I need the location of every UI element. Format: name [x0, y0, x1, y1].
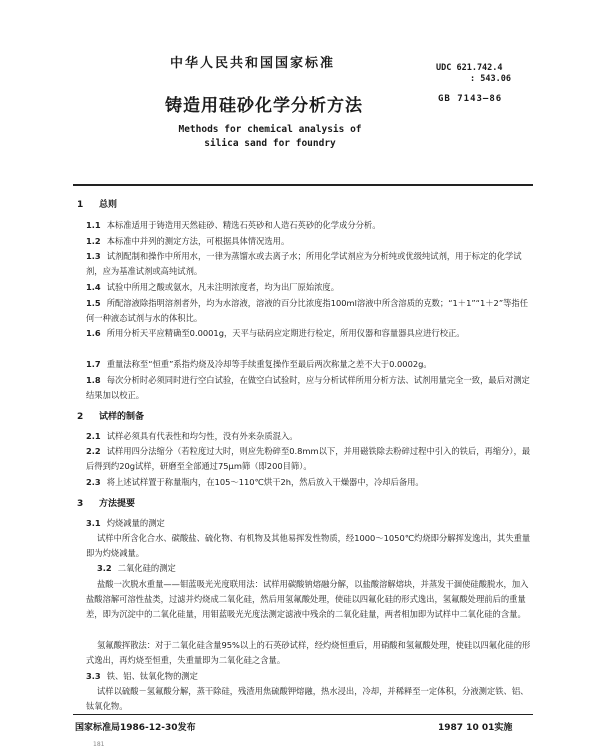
- standard-title: 铸造用硅砂化学分析方法: [165, 96, 363, 116]
- clause-1-4: [86, 280, 536, 295]
- clause-title: 灼烧减量的测定: [106, 518, 165, 528]
- clause-number: 2.2: [86, 446, 101, 456]
- clause-text: 将上述试样置于称量瓶内，在105～110℃烘干2h，然后放入干燥器中，冷却后备用。: [106, 477, 424, 487]
- udc-code: UDC 621.742.4: [436, 63, 503, 73]
- paragraph-3-1: 试样中所含化合水、碳酸盐、硫化物、有机物及其他易挥发性物质，经1000～1050℃灼烧即分解挥发逸出，其失重量即为灼烧减量。: [86, 533, 531, 558]
- page-number: 181: [93, 741, 105, 748]
- clause-2-2: [86, 444, 536, 474]
- section-number: 3: [77, 499, 84, 509]
- clause-text: 试样用四分法缩分（若粒度过大时，则应先粉碎至0.8mm以下，并用磁铁除去粉碎过程中引入的铁后，再缩分），最后得到约20g试样，研磨至全部通过75μm筛（即200目筛）。: [86, 446, 531, 471]
- clause-number: 1.7: [86, 359, 101, 369]
- section-title: 试样的制备: [99, 412, 145, 422]
- clause-text: 试样必须具有代表性和均匀性，没有外来杂质混入。: [106, 431, 298, 441]
- footer-divider: [73, 714, 533, 715]
- clause-text: 每次分析时必须同时进行空白试验，在做空白试验时，应与分析试样所用分析方法、试剂用量完全一致，最后对测定结果加以校正。: [86, 375, 530, 400]
- clause-3-2: [97, 562, 176, 574]
- clause-title: 铁、铝、钛氧化物的测定: [106, 671, 198, 681]
- section-title: 总则: [99, 200, 118, 210]
- issue-date: 国家标准局1986-12-30发布: [75, 723, 196, 733]
- section-2-heading: [77, 409, 144, 422]
- clause-1-3: [86, 249, 536, 279]
- clause-1-1: [86, 218, 536, 233]
- english-title-line2: silica sand for foundry: [204, 138, 336, 149]
- paragraph-3-3: 试样以硫酸－氢氟酸分解，蒸干除硅，残渣用焦硫酸钾熔融，热水浸出，冷却，并稀释至一定体积，分液测定铁、铝、钛氧化物。: [86, 686, 529, 711]
- clause-number: 2.1: [86, 431, 101, 441]
- udc-code-2: : 543.06: [470, 74, 511, 84]
- clause-number: 1.5: [86, 298, 101, 308]
- clause-3-1: [86, 516, 536, 531]
- clause-1-5: [86, 296, 536, 326]
- clause-1-7: [86, 357, 536, 372]
- clause-text: 试剂配制和操作中所用水，一律为蒸馏水或去离子水；所用化学试剂应为分析纯或优级纯试剂，用于标定的化学试剂，应为基准试剂或高纯试剂。: [86, 251, 522, 276]
- clause-text: 本标准适用于铸造用天然硅砂、精选石英砂和人造石英砂的化学成分分析。: [106, 220, 381, 230]
- clause-number: 3.1: [86, 518, 101, 528]
- issuer-title: 中华人民共和国国家标准: [170, 56, 336, 71]
- clause-number: 1.2: [86, 236, 101, 246]
- clause-3-3: [86, 669, 536, 684]
- gb-code: GB 7143—86: [438, 94, 503, 104]
- clause-1-6: [86, 326, 536, 341]
- clause-text: 所用分析天平应精确至0.0001g，天平与砝码应定期进行检定，所用仪器和容量器具应进行校正。: [106, 328, 465, 338]
- header-divider: [73, 184, 533, 186]
- section-number: 1: [77, 200, 84, 210]
- implementation-date: 1987 10 01实施: [438, 723, 513, 733]
- section-number: 2: [77, 412, 84, 422]
- clause-number: 1.1: [86, 220, 101, 230]
- section-title: 方法提要: [99, 499, 136, 509]
- section-1-heading: [77, 197, 117, 210]
- clause-number: 3.2: [97, 563, 112, 573]
- clause-number: 1.8: [86, 375, 101, 385]
- clause-title: 二氧化硅的测定: [117, 563, 176, 573]
- clause-text: 试验中所用之酸或氨水，凡未注明浓度者，均为出厂原始浓度。: [106, 282, 340, 292]
- clause-text: 本标准中并列的测定方法，可根据具体情况选用。: [106, 236, 290, 246]
- section-3-heading: [77, 496, 135, 509]
- paragraph-3-2-gravimetric: 盐酸一次脱水重量——钼蓝吸光光度联用法：试样用碳酸钠熔融分解，以盐酸溶解熔块，并蒸发干涸使硅酸脱水，加入盐酸溶解可溶性盐类，过滤并灼烧成二氧化硅，然后用氢氟酸处理，使硅以四氟化硅的形式逸出，氢氟酸处理前后的重量差，即为沉淀中的二氧化硅量，用钼蓝吸光光度法测定滤液中残余的二氧化硅量，两者相加即为试样中二氧化硅的含量。: [86, 579, 529, 619]
- clause-1-2: [86, 234, 536, 249]
- clause-1-8: [86, 373, 536, 403]
- clause-2-3: [86, 475, 536, 490]
- clause-number: 1.4: [86, 282, 101, 292]
- english-title-line1: Methods for chemical analysis of: [178, 124, 362, 135]
- clause-text: 所配溶液除指明溶剂者外，均为水溶液，溶液的百分比浓度指100ml溶液中所含溶质的克数；“1＋1”“1＋2”等指任何一种液态试剂与水的体积比。: [86, 298, 529, 323]
- clause-number: 1.6: [86, 328, 101, 338]
- clause-number: 3.3: [86, 671, 101, 681]
- clause-number: 1.3: [86, 251, 101, 261]
- clause-text: 重量法称至“恒重”系指灼烧及冷却等手续重复操作至最后两次称量之差不大于0.0002g。: [106, 359, 432, 369]
- clause-2-1: [86, 429, 536, 444]
- paragraph-3-2-hf: 氢氟酸挥散法：对于二氧化硅含量95%以上的石英砂试样，经灼烧恒重后，用硝酸和氢氟酸处理，使硅以四氟化硅的形式逸出，再灼烧至恒重，失重量即为二氧化硅之含量。: [86, 640, 531, 665]
- clause-number: 2.3: [86, 477, 101, 487]
